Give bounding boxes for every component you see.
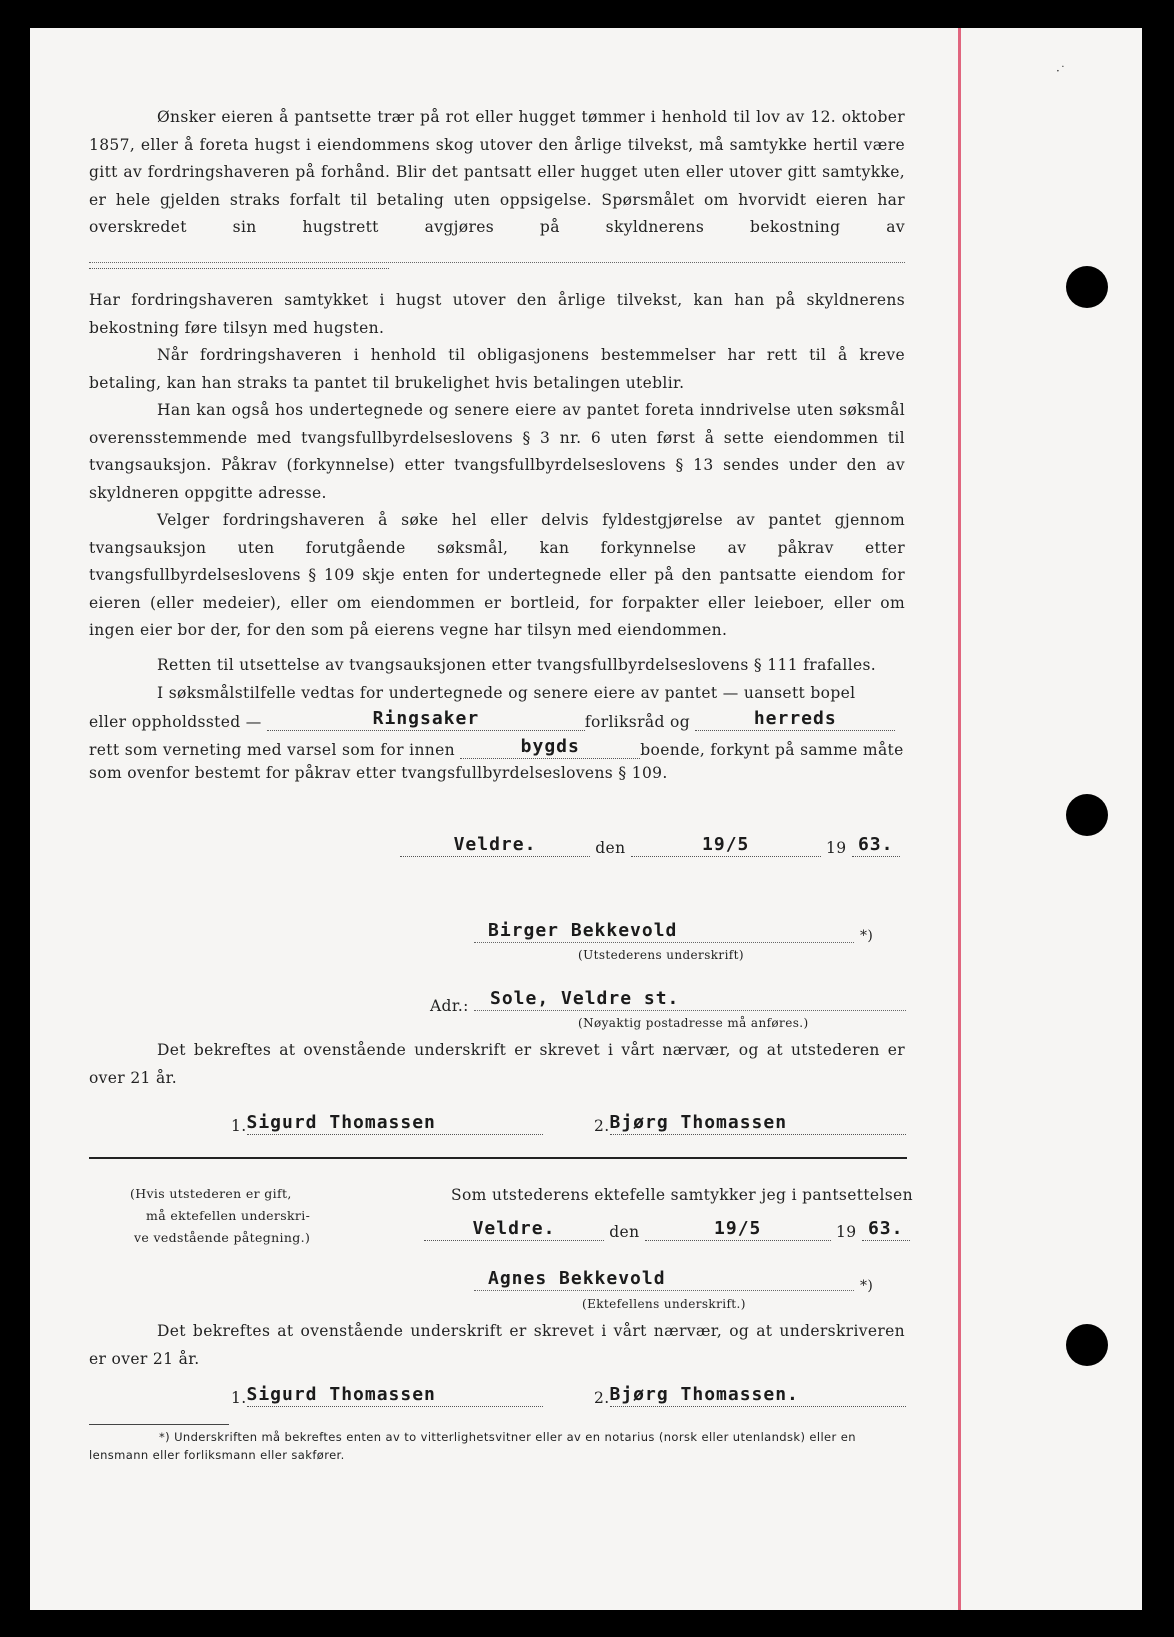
spouse-note-3: ve vedstående påtegning.) (134, 1230, 311, 1245)
paragraph-postponement (89, 652, 905, 680)
bygds-field[interactable] (460, 736, 640, 759)
paragraph-lawsuit (89, 680, 905, 708)
issuer-asterisk: *) (860, 928, 874, 944)
witness2-first-field[interactable] (247, 1384, 543, 1407)
bygds-value: bygds (520, 736, 580, 757)
paragraph-collection-text: Han kan også hos undertegnede og senere eiere av pantet foreta inndrivelse uten søksmål overensstemmende med tvangsfullbyrdelseslovens § 3 nr. 6 uten først å sette eiendommen til tvangsauksjon. Påkrav (forkynnelse) etter tvangsfullbyrdelseslovens § 13 sendes under den av skyldneren oppgitte adresse. (89, 401, 905, 502)
witness1-first-number: 1. (231, 1117, 247, 1135)
witness1-first-field[interactable] (247, 1112, 543, 1135)
witness1-second-number: 2. (594, 1117, 610, 1135)
address-line (474, 1010, 906, 1011)
spouse-place-field[interactable] (424, 1218, 604, 1241)
footnote-rule (89, 1424, 229, 1425)
paragraph-auction-text: Velger fordringshaveren å søke hel eller delvis fyldestgjørelse av pantet gjennom tvangsauksjon uten forutgående søksmål, kan forkynnelse av påkrav etter tvangsfullbyrdelseslovens § 109 skje enten for undertegnede eller på den pantsatte eiendom for eieren (eller medeier), eller om eiendommen er bortleid, for forpakter eller leieboer, eller om ingen eier bor der, for den som på eierens vegne har tilsyn med eiendommen. (89, 511, 905, 639)
spouse-note-2: må ektefellen underskri- (146, 1208, 311, 1223)
spouse-year: 63. (867, 1218, 904, 1239)
paragraph-timber (89, 104, 905, 269)
witness2-second-field[interactable] (610, 1384, 906, 1407)
venue-line2-suffix: boende, forkynt på samme måte (640, 741, 904, 759)
venue-line-1 (89, 708, 895, 731)
footnote-text: *) Underskriften må bekreftes enten av to vitterlighetsvitner eller av en notarius (norsk eller utenlandsk) eller en lensmann eller forliksmann eller sakfører. (89, 1430, 856, 1462)
witness-statement-1 (89, 1037, 905, 1092)
witness1-second-name: Bjørg Thomassen (609, 1112, 788, 1133)
witness-statement-2 (89, 1318, 905, 1373)
spouse-signature-caption: (Ektefellens underskrift.) (582, 1297, 746, 1311)
venue-line-3 (89, 764, 668, 782)
forliksrad-field[interactable] (267, 708, 585, 731)
issuer-year: 63. (857, 834, 894, 855)
issuer-year-field[interactable] (852, 834, 900, 857)
issuer-signature-caption: (Utstederens underskrift) (578, 948, 744, 962)
herreds-field[interactable] (695, 708, 895, 731)
issuer-date-line (400, 834, 900, 857)
witness2-first (231, 1384, 543, 1407)
witness2-second-number: 2. (594, 1389, 610, 1407)
spouse-signature[interactable]: Agnes Bekkevold (488, 1268, 666, 1289)
paragraph-timber-text: Ønsker eieren å pantsette trær på rot eller hugget tømmer i henhold til lov av 12. oktober 1857, eller å foreta hugst i eiendommens skog utover den årlige tilvekst, må samtykke hertil være gitt av fordringshaveren på forhånd. Blir det pantsatt eller hugget uten eller utover gitt samtykke, er hele gjelden straks forfalt til betaling uten oppsigelse. Spørsmålet om hvorvidt eieren har overskredet sin hugstrett avgjøres på skyldnerens bekostning av (89, 108, 905, 236)
paragraph-postponement-text: Retten til utsettelse av tvangsauksjonen etter tvangsfullbyrdelseslovens § 111 frafalles. (157, 656, 877, 674)
blank-rule (89, 262, 905, 263)
cost-blank (89, 246, 389, 269)
spouse-consent: Som utstederens ektefelle samtykker jeg i pantsettelsen (451, 1186, 913, 1204)
spouse-signature-line (474, 1290, 854, 1291)
witness1-second (594, 1112, 906, 1135)
spouse-year-prefix: 19 (835, 1223, 857, 1241)
punch-hole-middle (1066, 794, 1108, 836)
witness-statement-2-text: Det bekreftes at ovenstående underskrift er skrevet i vårt nærvær, og at underskriveren er over 21 år. (89, 1322, 905, 1368)
address-value[interactable]: Sole, Veldre st. (490, 988, 680, 1009)
spouse-asterisk: *) (860, 1278, 874, 1294)
paragraph-supervision (89, 287, 905, 342)
issuer-signature-line (474, 942, 854, 943)
spouse-year-field[interactable] (862, 1218, 910, 1241)
adr-label: Adr.: (430, 997, 469, 1015)
paragraph-collection (89, 397, 905, 507)
address-caption: (Nøyaktig postadresse må anføres.) (578, 1016, 809, 1030)
issuer-signature[interactable]: Birger Bekkevold (488, 920, 678, 941)
paragraph-supervision-text: Har fordringshaveren samtykket i hugst utover den årlige tilvekst, kan han på skyldnerens bekostning føre tilsyn med hugsten. (89, 291, 905, 337)
forliksrad-value: Ringsaker (372, 708, 480, 729)
venue-line3-text: som ovenfor bestemt for påkrav etter tvangsfullbyrdelseslovens § 109. (89, 764, 668, 782)
issuer-place: Veldre. (453, 834, 537, 855)
punch-hole-bottom (1066, 1324, 1108, 1366)
witness2-second (594, 1384, 906, 1407)
spouse-date: 19/5 (714, 1218, 762, 1239)
witness1-first (231, 1112, 543, 1135)
spouse-note-1: (Hvis utstederen er gift, (130, 1186, 292, 1201)
margin-line (958, 28, 961, 1610)
spouse-date-field[interactable] (645, 1218, 831, 1241)
witness2-first-name: Sigurd Thomassen (246, 1384, 436, 1405)
section-divider (89, 1157, 907, 1159)
forliksrad-label: forliksråd og (584, 713, 690, 731)
issuer-date: 19/5 (702, 834, 750, 855)
spouse-place: Veldre. (472, 1218, 556, 1239)
witness1-first-name: Sigurd Thomassen (246, 1112, 436, 1133)
speck-marks: ·˙ (1056, 64, 1066, 78)
paragraph-payment-text: Når fordringshaveren i henhold til obligasjonens bestemmelser har rett til å kreve betaling, kan han straks ta pantet til brukelighet hvis betalingen uteblir. (89, 346, 905, 392)
issuer-year-prefix: 19 (825, 839, 847, 857)
issuer-den-label: den (595, 839, 626, 857)
witness1-second-field[interactable] (610, 1112, 906, 1135)
paragraph-lawsuit-text: I søksmålstilfelle vedtas for undertegnede og senere eiere av pantet — uansett bopel (157, 684, 856, 702)
paragraph-payment (89, 342, 905, 397)
paragraph-auction (89, 507, 905, 645)
witness-statement-1-text: Det bekreftes at ovenstående underskrift er skrevet i vårt nærvær, og at utstederen er over 21 år. (89, 1041, 905, 1087)
venue-line-2 (89, 736, 904, 759)
punch-hole-top (1066, 266, 1108, 308)
witness2-second-name: Bjørg Thomassen. (609, 1384, 799, 1405)
footnote (89, 1428, 907, 1464)
herreds-value: herreds (753, 708, 837, 729)
spouse-den-label: den (609, 1223, 640, 1241)
venue-line2-prefix: rett som verneting med varsel som for innen (89, 741, 455, 759)
witness2-first-number: 1. (231, 1389, 247, 1407)
venue-prefix: eller oppholdssted — (89, 713, 262, 731)
issuer-place-field[interactable] (400, 834, 590, 857)
issuer-date-field[interactable] (631, 834, 821, 857)
spouse-date-line (424, 1218, 910, 1241)
